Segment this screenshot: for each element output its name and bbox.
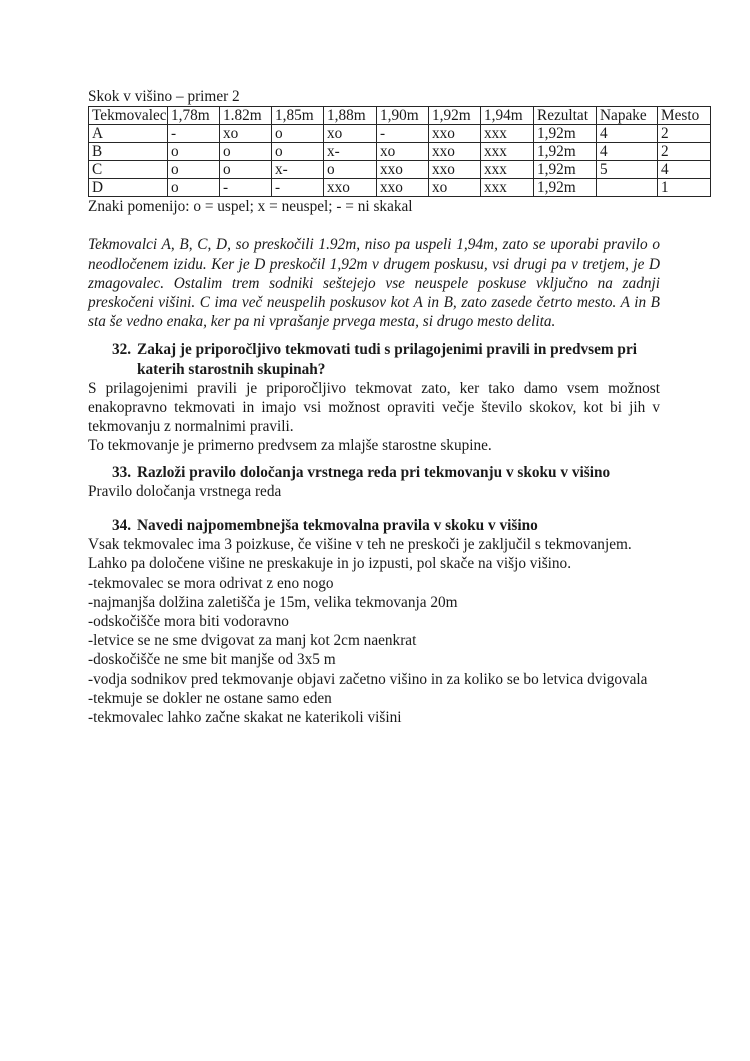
table-cell: xxo [377,161,429,179]
table-cell: o [168,143,220,161]
table-cell: 4 [658,161,711,179]
question-33 [88,463,660,482]
table-cell: xo [324,125,377,143]
answer-line: -najmanjša dolžina zaletišča je 15m, velika tekmovanja 20m [88,593,458,611]
table-cell: xo [220,125,272,143]
table-row [89,161,711,179]
question-text: Zakaj je priporočljivo tekmovati tudi s prilagojenimi pravili in predvsem pri katerih starostnih skupinah? [137,341,637,378]
table-cell: B [89,143,168,161]
legend-text: Znaki pomenijo: o = uspel; x = neuspel; - = ni skakal [88,198,413,216]
question-number: 34. [112,517,132,535]
table-cell: 1 [658,179,711,197]
table-cell: xxx [481,161,534,179]
answer-line: Vsak tekmovalec ima 3 poizkuse, če višine v teh ne preskoči je zaključil s tekmovanjem. [88,536,632,554]
table-cell: xxx [481,143,534,161]
table-cell: o [272,143,324,161]
table-cell: - [377,125,429,143]
table-cell: 5 [597,161,658,179]
column-header: 1,78m [168,107,220,125]
column-header: Tekmovalec [89,107,168,125]
table-cell: xo [429,179,481,197]
answer-line: -tekmovalec se mora odrivat z eno nogo [88,574,334,592]
page-title: Skok v višino – primer 2 [88,88,240,105]
column-header: 1,90m [377,107,429,125]
table-cell: xo [377,143,429,161]
table-cell: 2 [658,125,711,143]
intro-paragraph: Tekmovalci A, B, C, D, so preskočili 1.92m, niso pa uspeli 1,94m, zato se uporabi pravilo o neodločenem izidu. Ker je D preskočil 1,92m v drugem poskusu, vsi drugi pa v tretjem, je D zmagovalec. Ostalim trem sodniki seštejejo vse neuspele poskuse vključno na zadnji preskočeni višini. C ima več neuspelih poskusov kot A in B, zato zasede četrto mesto. A in B sta še vedno enaka, ker pa ni vprašanje prvega mesta, si drugo mesto delita. [88,236,660,331]
table-cell: o [168,161,220,179]
question-number: 32. [112,341,132,359]
table-cell: xxo [429,125,481,143]
table-cell: 4 [597,143,658,161]
answer-line: -tekmovalec lahko začne skakat ne katerikoli višini [88,709,402,727]
table-head [89,107,711,125]
question-32 [88,340,660,378]
answer-32-paragraph: S prilagojenimi pravili je priporočljivo tekmovat zato, ker tako damo vsem možnost enakopravno tekmovati in imajo vsi možnost opraviti večje število skokov, kot bi jih v tekmovanju z normalnimi pravili. [88,379,660,436]
table-cell: 4 [597,125,658,143]
question-number: 33. [112,463,132,481]
table-cell: 2 [658,143,711,161]
table-cell: o [168,179,220,197]
table-cell: C [89,161,168,179]
column-header: Napake [597,107,658,125]
table-cell: o [220,161,272,179]
table-cell [597,179,658,197]
table-cell: - [168,125,220,143]
table-cell: o [272,125,324,143]
table-cell: D [89,179,168,197]
column-header: Mesto [658,107,711,125]
question-text: Navedi najpomembnejša tekmovalna pravila v skoku v višino [137,517,538,535]
column-header: 1.82m [220,107,272,125]
table-cell: xxo [429,143,481,161]
table-cell: 1,92m [534,125,597,143]
answer-line: -odskočišče mora biti vodoravno [88,613,289,631]
table-cell: - [220,179,272,197]
table-cell: o [220,143,272,161]
question-34 [88,516,660,535]
answer-line: Lahko pa določene višine ne preskakuje in jo izpusti, pol skače na višjo višino. [88,555,572,573]
table-row [89,179,711,197]
table-cell: xxx [481,125,534,143]
table-cell: x- [272,161,324,179]
table-row [89,125,711,143]
answer-line: -tekmuje se dokler ne ostane samo eden [88,689,332,707]
table-cell: x- [324,143,377,161]
results-table [88,106,711,197]
answer-line: -vodja sodnikov pred tekmovanje objavi začetno višino in za koliko se bo letvica dvigovala [88,670,648,688]
question-text: Razloži pravilo določanja vrstnega reda pri tekmovanju v skoku v višino [137,463,611,481]
column-header: Rezultat [534,107,597,125]
answer-line: -letvice se ne sme dvigovat za manj kot 2cm naenkrat [88,632,417,650]
table-cell: xxx [481,179,534,197]
answer-34-list [88,535,660,727]
document-content [88,87,710,727]
column-header: 1,88m [324,107,377,125]
answer-33: Pravilo določanja vrstnega reda [88,482,282,500]
column-header: 1,92m [429,107,481,125]
column-header: 1,94m [481,107,534,125]
table-cell: 1,92m [534,179,597,197]
table-cell: xxo [324,179,377,197]
table-cell: xxo [429,161,481,179]
table-row [89,143,711,161]
table-cell: 1,92m [534,143,597,161]
table-body [89,125,711,197]
answer-32-note: To tekmovanje je primerno predvsem za mlajše starostne skupine. [88,437,492,455]
table-cell: - [272,179,324,197]
column-header: 1,85m [272,107,324,125]
answer-line: -doskočišče ne sme bit manjše od 3x5 m [88,651,336,669]
table-cell: A [89,125,168,143]
table-cell: o [324,161,377,179]
table-cell: xxo [377,179,429,197]
header-row [89,107,711,125]
table-cell: 1,92m [534,161,597,179]
